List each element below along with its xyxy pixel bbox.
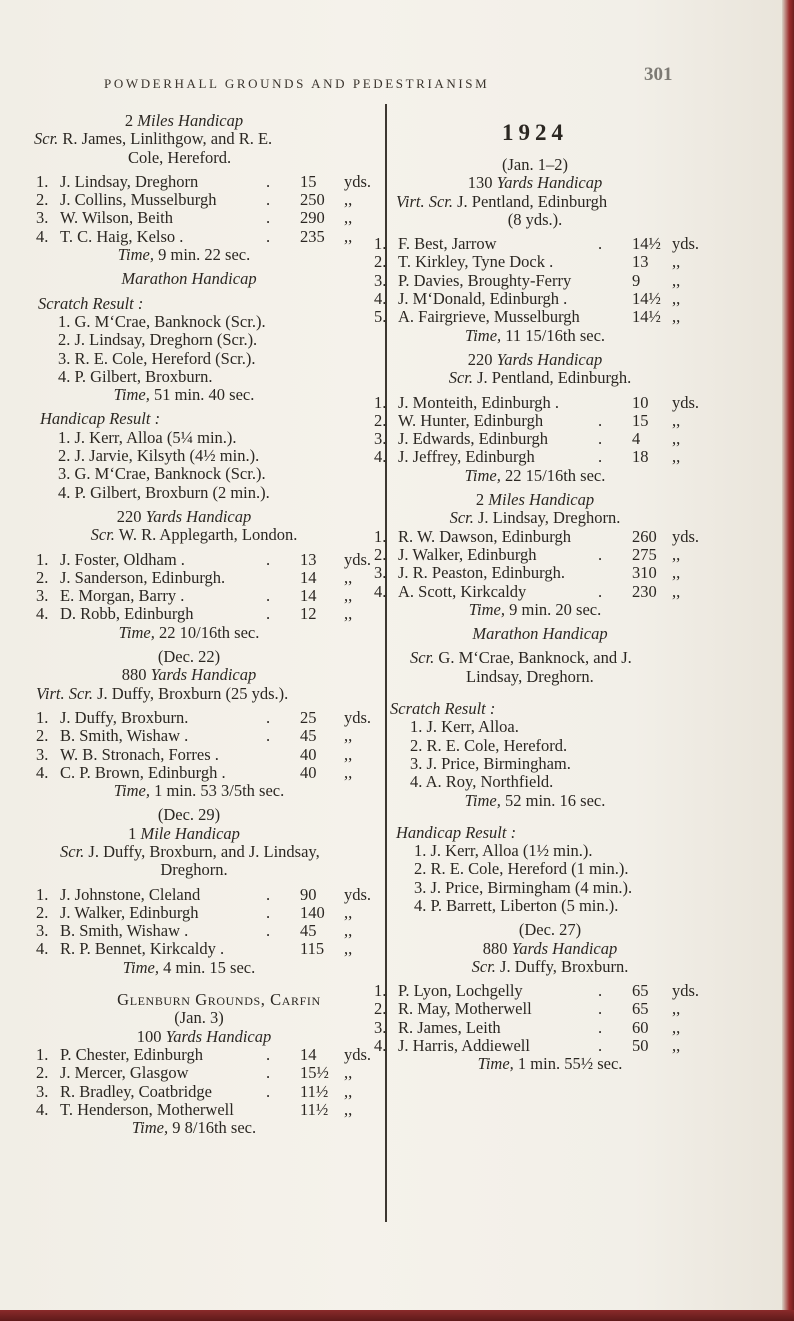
- handicap-value: 275: [632, 544, 657, 564]
- competitor-name: J. Mercer, Glasgow: [60, 1063, 189, 1083]
- result-row: [370, 290, 720, 308]
- handicap-value: 11½: [300, 1081, 329, 1101]
- result-row: [370, 430, 720, 448]
- handicap-unit: ,,: [344, 902, 353, 922]
- place-number: 3.: [374, 429, 387, 449]
- book-edge-bottom: [0, 1310, 794, 1321]
- handicap-unit: yds.: [672, 526, 700, 546]
- time-line: Time, 4 min. 15 sec.: [122, 957, 256, 977]
- handicap-value: 9: [632, 270, 641, 290]
- leader-dot: .: [598, 447, 603, 467]
- handicap-unit: ,,: [672, 544, 681, 564]
- competitor-name: F. Best, Jarrow: [398, 234, 497, 254]
- place-number: 4.: [36, 939, 49, 959]
- scratch-line: Scr. J. Duffy, Broxburn, and J. Lindsay,: [60, 841, 320, 861]
- handicap-unit: ,,: [344, 604, 353, 624]
- venue-heading: Glenburn Grounds, Carfin: [117, 990, 321, 1010]
- handicap-value: 140: [300, 902, 325, 922]
- results-table: [28, 1046, 380, 1119]
- handicap-unit: ,,: [672, 289, 681, 309]
- handicap-value: 45: [300, 921, 317, 941]
- result-row: [28, 886, 380, 904]
- result-line: 1. J. Kerr, Alloa.: [410, 717, 519, 737]
- handicap-unit: ,,: [672, 1017, 681, 1037]
- leader-dot: .: [598, 429, 603, 449]
- scratch-line: Scr. J. Duffy, Broxburn.: [471, 956, 629, 976]
- competitor-name: R. James, Leith: [398, 1017, 501, 1037]
- result-row: [28, 569, 380, 587]
- competitor-name: T. C. Haig, Kelso .: [60, 226, 184, 246]
- time-line: Time, 9 min. 22 sec.: [117, 245, 251, 265]
- competitor-name: B. Smith, Wishaw .: [60, 921, 189, 941]
- time-line: Time, 9 min. 20 sec.: [468, 599, 602, 619]
- leader-dot: .: [266, 707, 271, 727]
- results-table: [370, 528, 720, 601]
- place-number: 4.: [36, 226, 49, 246]
- leader-dot: .: [598, 1036, 603, 1056]
- running-header: POWDERHALL GROUNDS AND PEDESTRIANISM: [104, 76, 490, 91]
- competitor-name: D. Robb, Edinburgh: [60, 604, 194, 624]
- result-row: [370, 235, 720, 253]
- handicap-value: 65: [632, 981, 649, 1001]
- right-column: [370, 116, 720, 1074]
- scratch-result-label: Scratch Result :: [390, 699, 496, 719]
- event-title: 880 Yards Handicap: [121, 665, 257, 685]
- place-number: 3.: [36, 586, 49, 606]
- scratch-line: Scr. J. Pentland, Edinburgh.: [448, 368, 632, 388]
- handicap-result-label: Handicap Result :: [40, 409, 161, 429]
- place-number: 3.: [36, 744, 49, 764]
- handicap-value: 15: [632, 410, 649, 430]
- place-number: 2.: [36, 190, 49, 210]
- result-line: 2. J. Lindsay, Dreghorn (Scr.).: [58, 330, 258, 350]
- place-number: 1.: [36, 884, 49, 904]
- time-line: Time, 9 8/16th sec.: [131, 1118, 257, 1138]
- result-line: 2. J. Jarvie, Kilsyth (4½ min.).: [58, 446, 260, 466]
- place-number: 2.: [374, 410, 387, 430]
- leader-dot: .: [266, 921, 271, 941]
- time-line: Time, 1 min. 53 3/5th sec.: [113, 781, 285, 801]
- book-edge-right: [782, 0, 794, 1321]
- result-row: [370, 1037, 720, 1055]
- handicap-value: 25: [300, 707, 317, 727]
- result-line: 4. P. Gilbert, Broxburn (2 min.).: [58, 482, 270, 502]
- handicap-unit: yds.: [344, 1044, 372, 1064]
- place-number: 1.: [36, 171, 49, 191]
- time-line: Time, 22 10/16th sec.: [118, 622, 260, 642]
- competitor-name: J. Johnstone, Cleland: [60, 884, 201, 904]
- result-line: 1. J. Kerr, Alloa (1½ min.).: [414, 841, 593, 861]
- result-row: [370, 564, 720, 582]
- handicap-unit: ,,: [672, 999, 681, 1019]
- result-row: [28, 746, 380, 764]
- place-number: 3.: [36, 1081, 49, 1101]
- competitor-name: R. Bradley, Coatbridge: [60, 1081, 212, 1101]
- competitor-name: R. May, Motherwell: [398, 999, 532, 1019]
- handicap-unit: yds.: [672, 392, 700, 412]
- handicap-unit: ,,: [344, 586, 353, 606]
- time-line: Time, 52 min. 16 sec.: [464, 790, 606, 810]
- handicap-value: 12: [300, 604, 317, 624]
- result-row: [28, 173, 380, 191]
- competitor-name: T. Kirkley, Tyne Dock .: [398, 252, 554, 272]
- competitor-name: R. W. Dawson, Edinburgh: [398, 526, 571, 546]
- place-number: 2.: [36, 726, 49, 746]
- handicap-unit: ,,: [344, 208, 353, 228]
- result-line: 1. J. Kerr, Alloa (5¼ min.).: [58, 427, 237, 447]
- handicap-unit: yds.: [344, 707, 372, 727]
- handicap-value: 290: [300, 208, 325, 228]
- place-number: 3.: [374, 1017, 387, 1037]
- leader-dot: .: [598, 981, 603, 1001]
- result-line: 3. R. E. Cole, Hereford (Scr.).: [58, 348, 256, 368]
- leader-dot: .: [266, 226, 271, 246]
- place-number: 2.: [36, 1063, 49, 1083]
- result-row: [370, 272, 720, 290]
- competitor-name: J. Collins, Musselburgh: [60, 190, 217, 210]
- competitor-name: J. Harris, Addiewell: [398, 1036, 530, 1056]
- handicap-value: 230: [632, 581, 657, 601]
- handicap-unit: ,,: [672, 563, 681, 583]
- result-row: [28, 191, 380, 209]
- competitor-name: A. Scott, Kirkcaldy: [398, 581, 527, 601]
- result-row: [370, 982, 720, 1000]
- place-number: 4.: [36, 762, 49, 782]
- event-title: Marathon Handicap: [472, 624, 608, 644]
- leader-dot: .: [266, 1063, 271, 1083]
- result-line: 1. G. M‘Crae, Banknock (Scr.).: [58, 311, 266, 331]
- time-line: Time, 22 15/16th sec.: [464, 465, 606, 485]
- leader-dot: .: [598, 544, 603, 564]
- place-number: 1.: [36, 707, 49, 727]
- leader-dot: .: [266, 884, 271, 904]
- handicap-unit: yds.: [344, 171, 372, 191]
- result-row: [370, 528, 720, 546]
- time-line: Time, 11 15/16th sec.: [464, 325, 606, 345]
- handicap-unit: ,,: [672, 429, 681, 449]
- results-table: [28, 886, 380, 959]
- results-table: [370, 394, 720, 467]
- handicap-value: 13: [300, 549, 317, 569]
- result-row: [28, 1046, 380, 1064]
- handicap-value: 15: [300, 171, 317, 191]
- result-row: [370, 546, 720, 564]
- leader-dot: .: [266, 171, 271, 191]
- competitor-name: W. B. Stronach, Forres .: [60, 744, 219, 764]
- place-number: 3.: [36, 921, 49, 941]
- leader-dot: .: [266, 726, 271, 746]
- handicap-value: 14: [300, 1044, 317, 1064]
- leader-dot: .: [598, 999, 603, 1019]
- leader-dot: .: [598, 1017, 603, 1037]
- result-row: [370, 448, 720, 466]
- place-number: 2.: [36, 902, 49, 922]
- competitor-name: W. Wilson, Beith: [60, 208, 174, 228]
- competitor-name: J. Edwards, Edinburgh: [398, 429, 549, 449]
- competitor-name: J. Foster, Oldham .: [60, 549, 185, 569]
- competitor-name: B. Smith, Wishaw .: [60, 726, 189, 746]
- handicap-value: 310: [632, 563, 657, 583]
- result-row: [28, 1101, 380, 1119]
- result-row: [370, 412, 720, 430]
- competitor-name: J. Walker, Edinburgh: [398, 544, 537, 564]
- place-number: 4.: [374, 1036, 387, 1056]
- place-number: 4.: [36, 604, 49, 624]
- handicap-value: 14: [300, 586, 317, 606]
- place-number: 4.: [374, 581, 387, 601]
- result-line: 4. P. Barrett, Liberton (5 min.).: [414, 895, 619, 915]
- event-title: 100 Yards Handicap: [136, 1026, 272, 1046]
- handicap-unit: ,,: [672, 410, 681, 430]
- leader-dot: .: [266, 586, 271, 606]
- place-number: 5.: [374, 307, 387, 327]
- result-row: [28, 587, 380, 605]
- scratch-line-cont: Cole, Hereford.: [128, 147, 232, 167]
- handicap-value: 60: [632, 1017, 649, 1037]
- result-row: [370, 1000, 720, 1018]
- time-line: Time, 51 min. 40 sec.: [113, 385, 255, 405]
- handicap-value: 65: [632, 999, 649, 1019]
- leader-dot: .: [266, 1044, 271, 1064]
- handicap-value: 115: [300, 939, 325, 959]
- result-line: 3. J. Price, Birmingham (4 min.).: [414, 877, 633, 897]
- competitor-name: E. Morgan, Barry .: [60, 586, 185, 606]
- scratch-line-cont: Lindsay, Dreghorn.: [466, 666, 594, 686]
- result-row: [28, 709, 380, 727]
- event-title: 2 Miles Handicap: [475, 490, 595, 510]
- handicap-unit: ,,: [344, 939, 353, 959]
- result-line: 2. R. E. Cole, Hereford.: [410, 735, 568, 755]
- result-line: 3. G. M‘Crae, Banknock (Scr.).: [58, 464, 266, 484]
- handicap-unit: ,,: [672, 447, 681, 467]
- competitor-name: C. P. Brown, Edinburgh .: [60, 762, 226, 782]
- handicap-value: 14½: [632, 307, 661, 327]
- handicap-value: 11½: [300, 1099, 329, 1119]
- handicap-unit: ,,: [672, 581, 681, 601]
- competitor-name: P. Chester, Edinburgh: [60, 1044, 203, 1064]
- handicap-unit: ,,: [344, 1063, 353, 1083]
- place-number: 2.: [374, 544, 387, 564]
- handicap-unit: ,,: [344, 762, 353, 782]
- event-date: (Dec. 27): [518, 920, 582, 940]
- time-line: Time, 1 min. 55½ sec.: [477, 1054, 623, 1074]
- leader-dot: .: [266, 604, 271, 624]
- competitor-name: J. Walker, Edinburgh: [60, 902, 199, 922]
- place-number: 1.: [36, 1044, 49, 1064]
- handicap-value: 260: [632, 526, 657, 546]
- place-number: 1.: [374, 526, 387, 546]
- place-number: 1.: [36, 549, 49, 569]
- result-row: [28, 605, 380, 623]
- handicap-unit: ,,: [344, 921, 353, 941]
- handicap-value: 13: [632, 252, 649, 272]
- handicap-value: 90: [300, 884, 317, 904]
- event-title: 880 Yards Handicap: [482, 938, 618, 958]
- competitor-name: R. P. Bennet, Kirkcaldy .: [60, 939, 225, 959]
- result-line: 3. J. Price, Birmingham.: [410, 753, 571, 773]
- result-row: [370, 253, 720, 271]
- handicap-unit: ,,: [344, 567, 353, 587]
- year-heading: 1924: [502, 120, 568, 145]
- place-number: 2.: [374, 999, 387, 1019]
- results-table: [28, 173, 380, 246]
- event-title: 130 Yards Handicap: [467, 173, 603, 193]
- scratch-line: Virt. Scr. J. Pentland, Edinburgh: [396, 191, 608, 211]
- result-row: [28, 940, 380, 958]
- scratch-line: Scr. R. James, Linlithgow, and R. E.: [34, 129, 273, 149]
- result-line: 4. P. Gilbert, Broxburn.: [58, 366, 213, 386]
- handicap-value: 14: [300, 567, 317, 587]
- place-number: 3.: [374, 563, 387, 583]
- handicap-value: 14½: [632, 289, 661, 309]
- result-row: [28, 1064, 380, 1082]
- competitor-name: J. Lindsay, Dreghorn: [60, 171, 199, 191]
- handicap-value: 45: [300, 726, 317, 746]
- leader-dot: .: [266, 902, 271, 922]
- result-row: [370, 583, 720, 601]
- handicap-unit: ,,: [672, 252, 681, 272]
- result-row: [370, 1019, 720, 1037]
- competitor-name: T. Henderson, Motherwell: [60, 1099, 234, 1119]
- event-date: (Dec. 29): [157, 805, 221, 825]
- result-row: [28, 922, 380, 940]
- handicap-value: 14½: [632, 234, 661, 254]
- scratch-line: Scr. J. Lindsay, Dreghorn.: [449, 508, 621, 528]
- result-row: [370, 308, 720, 326]
- competitor-name: P. Davies, Broughty-Ferry: [398, 270, 572, 290]
- results-table: [28, 551, 380, 624]
- leader-dot: .: [598, 410, 603, 430]
- competitor-name: P. Lyon, Lochgelly: [398, 981, 523, 1001]
- leader-dot: .: [266, 208, 271, 228]
- handicap-unit: ,,: [672, 307, 681, 327]
- scratch-line-cont: (8 yds.).: [507, 209, 563, 229]
- competitor-name: J. Monteith, Edinburgh .: [398, 392, 560, 412]
- competitor-name: W. Hunter, Edinburgh: [398, 410, 544, 430]
- result-line: 2. R. E. Cole, Hereford (1 min.).: [414, 859, 629, 879]
- place-number: 1.: [374, 981, 387, 1001]
- result-row: [28, 727, 380, 745]
- handicap-value: 18: [632, 447, 649, 467]
- results-table: [28, 709, 380, 782]
- competitor-name: J. M‘Donald, Edinburgh .: [398, 289, 568, 309]
- leader-dot: .: [266, 549, 271, 569]
- event-date: (Jan. 1–2): [502, 155, 568, 174]
- results-table: [370, 235, 720, 326]
- place-number: 3.: [374, 270, 387, 290]
- leader-dot: .: [266, 190, 271, 210]
- results-table: [370, 982, 720, 1055]
- leader-dot: .: [598, 581, 603, 601]
- result-row: [370, 394, 720, 412]
- handicap-unit: ,,: [344, 726, 353, 746]
- competitor-name: J. Sanderson, Edinburgh.: [60, 567, 226, 587]
- handicap-result-label: Handicap Result :: [396, 822, 517, 842]
- place-number: 1.: [374, 392, 387, 412]
- handicap-value: 15½: [300, 1063, 329, 1083]
- handicap-value: 250: [300, 190, 325, 210]
- handicap-unit: ,,: [344, 190, 353, 210]
- scratch-line: Scr. G. M‘Crae, Banknock, and J.: [410, 648, 632, 668]
- result-row: [28, 904, 380, 922]
- competitor-name: J. R. Peaston, Edinburgh.: [398, 563, 565, 583]
- result-row: [28, 551, 380, 569]
- place-number: 4.: [374, 289, 387, 309]
- event-date: (Dec. 22): [157, 647, 221, 667]
- event-title: 1 Mile Handicap: [128, 823, 240, 843]
- place-number: 1.: [374, 234, 387, 254]
- left-column: [28, 112, 380, 1137]
- handicap-unit: ,,: [344, 226, 353, 246]
- handicap-value: 50: [632, 1036, 649, 1056]
- competitor-name: J. Duffy, Broxburn.: [60, 707, 189, 727]
- handicap-value: 40: [300, 762, 317, 782]
- handicap-unit: yds.: [672, 234, 700, 254]
- page-number: 301: [644, 64, 673, 85]
- event-title: 220 Yards Handicap: [467, 349, 603, 369]
- scratch-line: Virt. Scr. J. Duffy, Broxburn (25 yds.).: [36, 683, 289, 703]
- handicap-unit: ,,: [344, 1081, 353, 1101]
- result-row: [28, 228, 380, 246]
- place-number: 2.: [374, 252, 387, 272]
- place-number: 4.: [374, 447, 387, 467]
- place-number: 3.: [36, 208, 49, 228]
- place-number: 2.: [36, 567, 49, 587]
- leader-dot: .: [266, 1081, 271, 1101]
- result-line: 4. A. Roy, Northfield.: [410, 772, 554, 792]
- event-title: 2 Miles Handicap: [124, 111, 244, 130]
- handicap-unit: yds.: [344, 549, 372, 569]
- event-title: Marathon Handicap: [121, 269, 257, 289]
- handicap-unit: yds.: [344, 884, 372, 904]
- result-row: [28, 1083, 380, 1101]
- competitor-name: A. Fairgrieve, Musselburgh: [398, 307, 580, 327]
- place-number: 4.: [36, 1099, 49, 1119]
- result-row: [28, 209, 380, 227]
- scratch-line: Scr. W. R. Applegarth, London.: [90, 525, 298, 545]
- handicap-value: 40: [300, 744, 317, 764]
- scratch-line-cont: Dreghorn.: [160, 860, 228, 880]
- leader-dot: .: [598, 234, 603, 254]
- handicap-unit: ,,: [672, 270, 681, 290]
- handicap-unit: yds.: [672, 981, 700, 1001]
- scratch-result-label: Scratch Result :: [38, 293, 144, 313]
- handicap-unit: ,,: [344, 1099, 353, 1119]
- handicap-unit: ,,: [672, 1036, 681, 1056]
- handicap-value: 235: [300, 226, 325, 246]
- handicap-value: 10: [632, 392, 649, 412]
- competitor-name: J. Jeffrey, Edinburgh: [398, 447, 535, 467]
- event-title: 220 Yards Handicap: [116, 506, 252, 526]
- handicap-unit: ,,: [344, 744, 353, 764]
- result-row: [28, 764, 380, 782]
- event-date: (Jan. 3): [174, 1008, 224, 1028]
- handicap-value: 4: [632, 429, 641, 449]
